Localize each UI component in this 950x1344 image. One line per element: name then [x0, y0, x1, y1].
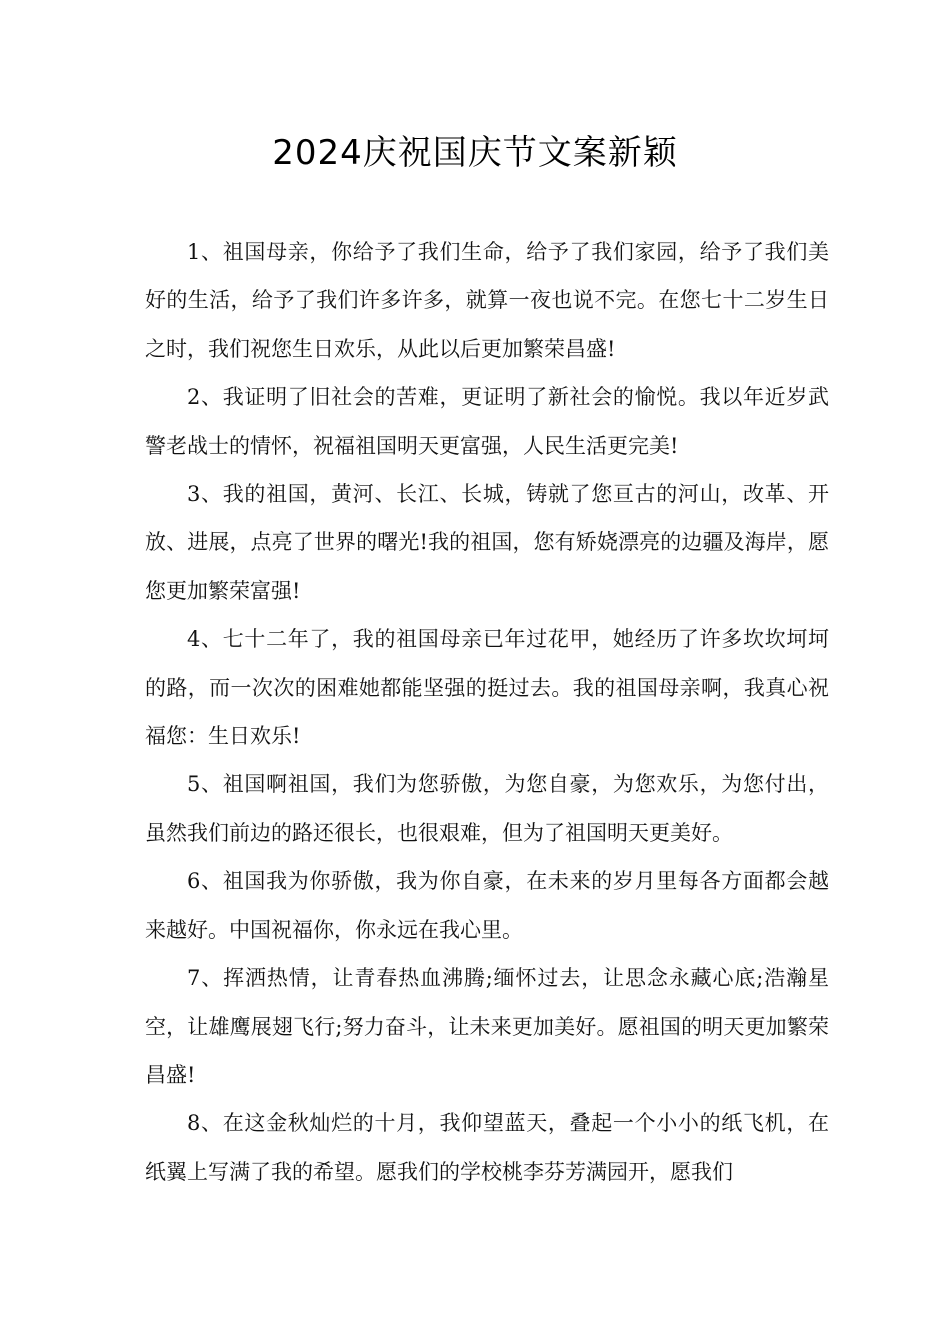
paragraph-6: 6、祖国我为你骄傲，我为你自豪，在未来的岁月里每各方面都会越来越好。中国祝福你，你永远在我心里。	[145, 869, 829, 942]
paragraph-7: 7、挥洒热情，让青春热血沸腾;缅怀过去，让思念永藏心底;浩瀚星空，让雄鹰展翅飞行;努力奋斗，让未来更加美好。愿祖国的明天更加繁荣昌盛!	[145, 966, 829, 1087]
paragraph-2: 2、我证明了旧社会的苦难，更证明了新社会的愉悦。我以年近岁武警老战士的情怀，祝福祖国明天更富强，人民生活更完美!	[145, 385, 829, 458]
document-title: 2024庆祝国庆节文案新颖	[272, 133, 678, 173]
document-body	[145, 228, 829, 1196]
paragraph-1: 1、祖国母亲，你给予了我们生命，给予了我们家园，给予了我们美好的生活，给予了我们许多许多，就算一夜也说不完。在您七十二岁生日之时，我们祝您生日欢乐，从此以后更加繁荣昌盛!	[145, 240, 829, 361]
paragraph-3: 3、我的祖国，黄河、长江、长城，铸就了您亘古的河山，改革、开放、进展，点亮了世界的曙光!我的祖国，您有矫娆漂亮的边疆及海岸，愿您更加繁荣富强!	[145, 482, 829, 603]
paragraph-8: 8、在这金秋灿烂的十月，我仰望蓝天，叠起一个小小的纸飞机，在纸翼上写满了我的希望。愿我们的学校桃李芬芳满园开，愿我们	[145, 1111, 829, 1184]
paragraph-5: 5、祖国啊祖国，我们为您骄傲，为您自豪，为您欢乐，为您付出，虽然我们前边的路还很长，也很艰难，但为了祖国明天更美好。	[145, 772, 829, 845]
paragraph-4: 4、七十二年了，我的祖国母亲已年过花甲，她经历了许多坎坎坷坷的路，而一次次的困难她都能坚强的挺过去。我的祖国母亲啊，我真心祝福您：生日欢乐!	[145, 627, 829, 749]
